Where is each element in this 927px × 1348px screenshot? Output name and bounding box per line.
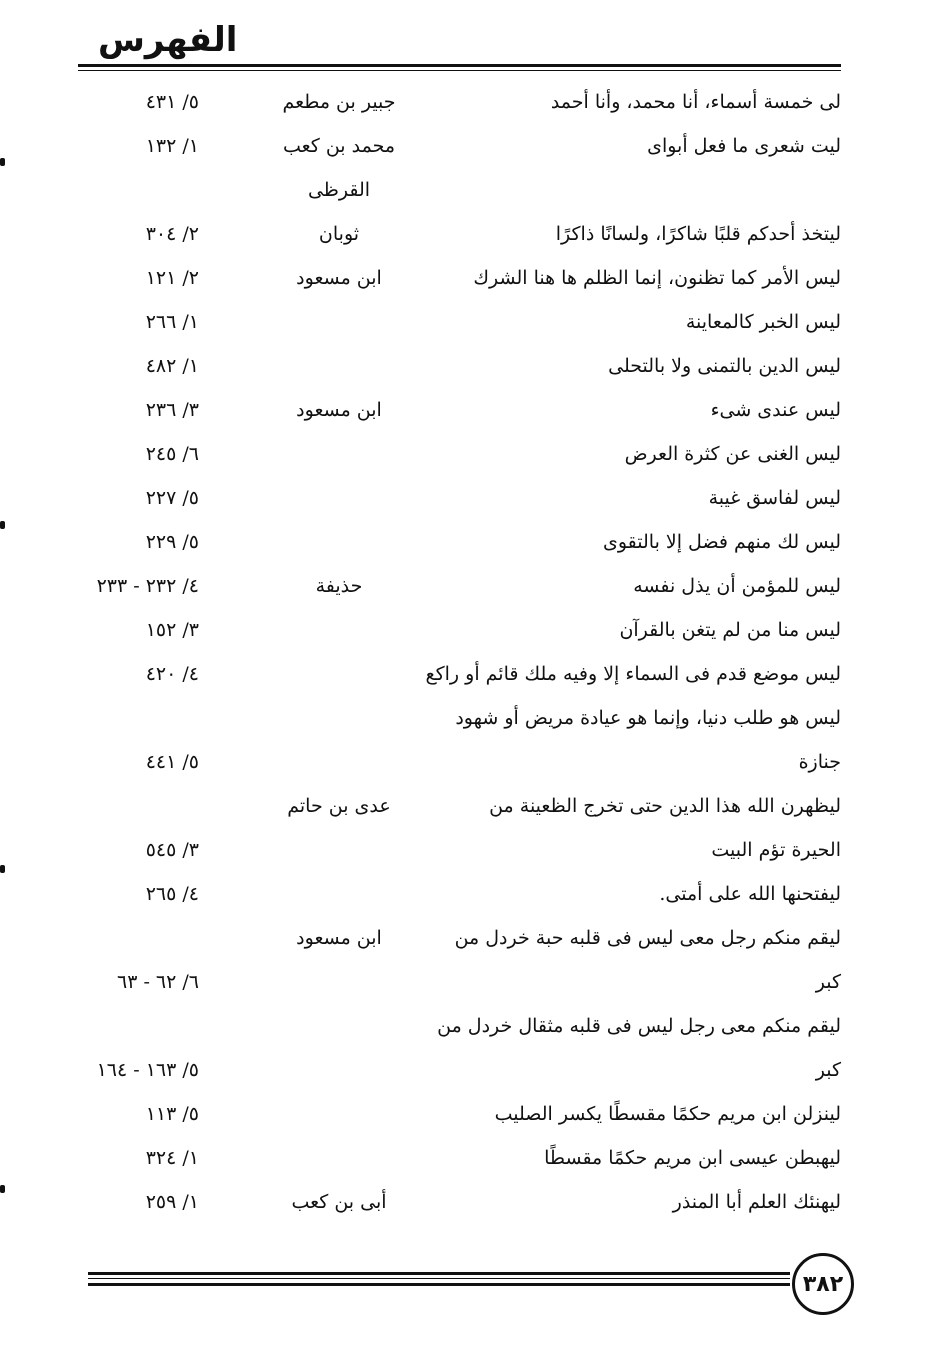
page-number: ٣٨٢ xyxy=(792,1253,854,1315)
index-row xyxy=(0,1006,927,1050)
edge-mark xyxy=(0,865,5,873)
index-row xyxy=(0,610,927,654)
hadith-text: ليس لفاسق غيبة xyxy=(708,487,841,509)
volume-page-ref: ٦/ ٢٤٥ xyxy=(145,443,199,465)
volume-page-ref: ٥/ ٢٢٧ xyxy=(145,487,199,509)
hadith-text: كبر xyxy=(815,971,841,993)
hadith-text: ليت شعرى ما فعل أبواى xyxy=(647,135,841,157)
hadith-text: ليقم منكم معى رجل ليس فى قلبه مثقال خردل من xyxy=(437,1015,841,1037)
index-row xyxy=(0,566,927,610)
hadith-text: لينزلن ابن مريم حكمًا مقسطًا يكسر الصليب xyxy=(494,1103,841,1125)
footer-rule xyxy=(88,1278,790,1279)
index-table xyxy=(0,82,927,1226)
hadith-text: لى خمسة أسماء، أنا محمد، وأنا أحمد xyxy=(550,91,841,113)
index-row xyxy=(0,522,927,566)
hadith-text: ليس الغنى عن كثرة العرض xyxy=(624,443,841,465)
narrator: حذيفة xyxy=(315,575,363,597)
hadith-text: ليس هو طلب دنيا، وإنما هو عيادة مريض أو شهود xyxy=(455,707,841,729)
edge-mark xyxy=(0,158,5,166)
hadith-text: ليفتحنها الله على أمتى. xyxy=(659,883,841,905)
volume-page-ref: ٤/ ٢٣٢ - ٢٣٣ xyxy=(96,575,199,597)
hadith-text: ليس الأمر كما تظنون، إنما الظلم ها هنا الشرك xyxy=(473,267,841,289)
volume-page-ref: ٢/ ٣٠٤ xyxy=(145,223,199,245)
narrator: جبير بن مطعم xyxy=(282,91,396,113)
index-row xyxy=(0,390,927,434)
volume-page-ref: ١/ ١٣٢ xyxy=(145,135,199,157)
index-row xyxy=(0,698,927,742)
index-row xyxy=(0,82,927,126)
index-row xyxy=(0,170,927,214)
volume-page-ref: ٣/ ٢٣٦ xyxy=(145,399,199,421)
volume-page-ref: ١/ ٢٥٩ xyxy=(145,1191,199,1213)
footer-rule xyxy=(88,1283,790,1286)
hadith-text: الحيرة تؤم البيت xyxy=(711,839,841,861)
volume-page-ref: ١/ ٤٨٢ xyxy=(145,355,199,377)
index-row xyxy=(0,742,927,786)
index-row xyxy=(0,346,927,390)
hadith-text: ليس لك منهم فضل إلا بالتقوى xyxy=(602,531,841,553)
hadith-text: ليهنئك العلم أبا المنذر xyxy=(672,1191,841,1213)
index-row xyxy=(0,918,927,962)
index-row xyxy=(0,962,927,1006)
narrator: أبى بن كعب xyxy=(291,1191,387,1213)
index-row xyxy=(0,434,927,478)
volume-page-ref: ٦/ ٦٢ - ٦٣ xyxy=(116,971,199,993)
narrator: محمد بن كعب xyxy=(282,135,396,157)
narrator: ثوبان xyxy=(318,223,360,245)
hadith-text: ليهبطن عيسى ابن مريم حكمًا مقسطًا xyxy=(544,1147,841,1169)
volume-page-ref: ٥/ ١٦٣ - ١٦٤ xyxy=(96,1059,199,1081)
hadith-text: كبر xyxy=(815,1059,841,1081)
index-row xyxy=(0,258,927,302)
index-row xyxy=(0,126,927,170)
index-row xyxy=(0,1182,927,1226)
footer-rule xyxy=(88,1272,790,1275)
volume-page-ref: ١/ ٣٢٤ xyxy=(145,1147,199,1169)
edge-mark xyxy=(0,1185,5,1193)
narrator: القرظى xyxy=(307,179,371,201)
header-rule-thick xyxy=(78,64,841,67)
page-title: الفهرس xyxy=(98,20,238,60)
hadith-text: ليظهرن الله هذا الدين حتى تخرج الظعينة من xyxy=(489,795,841,817)
hadith-text: ليس للمؤمن أن يذل نفسه xyxy=(633,575,841,597)
index-row xyxy=(0,830,927,874)
volume-page-ref: ٣/ ١٥٢ xyxy=(145,619,199,641)
index-row xyxy=(0,302,927,346)
volume-page-ref: ٥/ ١١٣ xyxy=(145,1103,199,1125)
volume-page-ref: ٤/ ٤٢٠ xyxy=(145,663,199,685)
index-row xyxy=(0,1050,927,1094)
volume-page-ref: ٤/ ٢٦٥ xyxy=(145,883,199,905)
index-row xyxy=(0,874,927,918)
index-row xyxy=(0,1138,927,1182)
narrator: ابن مسعود xyxy=(296,927,382,949)
volume-page-ref: ٢/ ١٢١ xyxy=(145,267,199,289)
narrator: عدى بن حاتم xyxy=(287,795,391,817)
hadith-text: ليقم منكم رجل معى ليس فى قلبه حبة خردل من xyxy=(454,927,841,949)
index-row xyxy=(0,654,927,698)
edge-mark xyxy=(0,521,5,529)
index-row xyxy=(0,214,927,258)
hadith-text: ليس عندى شىء xyxy=(710,399,841,421)
volume-page-ref: ٥/ ٤٣١ xyxy=(145,91,199,113)
narrator: ابن مسعود xyxy=(296,267,382,289)
hadith-text: ليس موضع قدم فى السماء إلا وفيه ملك قائم أو راكع xyxy=(425,663,841,685)
volume-page-ref: ٣/ ٥٤٥ xyxy=(145,839,199,861)
narrator: ابن مسعود xyxy=(296,399,382,421)
hadith-text: ليس الدين بالتمنى ولا بالتحلى xyxy=(608,355,841,377)
index-row xyxy=(0,786,927,830)
volume-page-ref: ٥/ ٢٢٩ xyxy=(145,531,199,553)
index-row xyxy=(0,478,927,522)
volume-page-ref: ٥/ ٤٤١ xyxy=(145,751,199,773)
hadith-text: ليتخذ أحدكم قلبًا شاكرًا، ولسانًا ذاكرًا xyxy=(555,223,841,245)
volume-page-ref: ١/ ٢٦٦ xyxy=(145,311,199,333)
hadith-text: ليس الخبر كالمعاينة xyxy=(685,311,841,333)
index-row xyxy=(0,1094,927,1138)
header-rule-thin xyxy=(78,70,841,71)
hadith-text: جنازة xyxy=(798,751,841,773)
hadith-text: ليس منا من لم يتغن بالقرآن xyxy=(619,619,841,641)
